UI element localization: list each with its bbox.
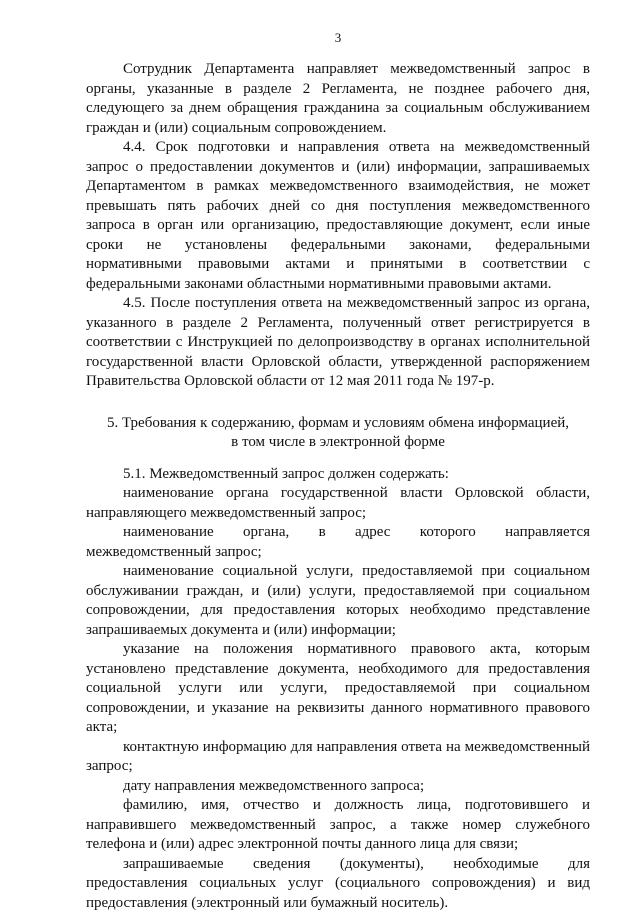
page-number: 3	[86, 30, 590, 46]
list-item-recipient-name: наименование органа, в адрес которого направляется межведомственный запрос;	[86, 523, 590, 562]
paragraph-4-4: 4.4. Срок подготовки и направления ответа на межведомственный запрос о предоставлении документов и (или) информации, запрашиваемых Департаментом в рамках межведомственного взаимодействия, не может превышать пять рабочих дней со дня поступления межведомственного запроса в орган или организацию, предоставляющие документ, если иные сроки не установлены федеральными законами, федеральными нормативными правовыми актами и принятыми в соответствии с федеральными законами областными нормативными правовыми актами.	[86, 138, 590, 294]
list-item-responsible-person: фамилию, имя, отчество и должность лица, подготовившего и направившего межведомственный запрос, а также номер служебного телефона и (или) адрес электронной почты данного лица для связи;	[86, 796, 590, 855]
section-5-title	[86, 414, 590, 453]
paragraph-5-1: 5.1. Межведомственный запрос должен содержать:	[86, 465, 590, 485]
list-item-authority-name: наименование органа государственной власти Орловской области, направляющего межведомственный запрос;	[86, 484, 590, 523]
document-body	[86, 60, 590, 913]
paragraph-4-5: 4.5. После поступления ответа на межведомственный запрос из органа, указанного в разделе 2 Регламента, полученный ответ регистрируется в соответствии с Инструкцией по делопроизводству в органах исполнительной государственной власти Орловской области, утвержденной распоряжением Правительства Орловской области от 12 мая 2011 года № 197-р.	[86, 294, 590, 392]
list-item-request-date: дату направления межведомственного запроса;	[86, 777, 590, 797]
section-5-title-line-2: в том числе в электронной форме	[86, 433, 590, 453]
paragraph-request-sending: Сотрудник Департамента направляет межведомственный запрос в органы, указанные в разделе 2 Регламента, не позднее рабочего дня, следующего за днем обращения гражданина за социальным обслуживанием граждан и (или) социальным сопровождением.	[86, 60, 590, 138]
list-item-legal-act: указание на положения нормативного правового акта, которым установлено представление документа, необходимого для предоставления социальной услуги или услуги, предоставляемой при социальном сопровождении, и указание на реквизиты данного нормативного правового акта;	[86, 640, 590, 738]
list-item-requested-info: запрашиваемые сведения (документы), необходимые для предоставления социальных услуг (социального сопровождения) и вид предоставления (электронный или бумажный носитель).	[86, 855, 590, 913]
section-5-title-line-1: 5. Требования к содержанию, формам и условиям обмена информацией,	[86, 414, 590, 434]
list-item-service-name: наименование социальной услуги, предоставляемой при социальном обслуживании граждан, и (или) услуги, предоставляемой при социальном сопровождении, для предоставления которых необходимо представление запрашиваемых документа и (или) информации;	[86, 562, 590, 640]
list-item-contact-info: контактную информацию для направления ответа на межведомственный запрос;	[86, 738, 590, 777]
